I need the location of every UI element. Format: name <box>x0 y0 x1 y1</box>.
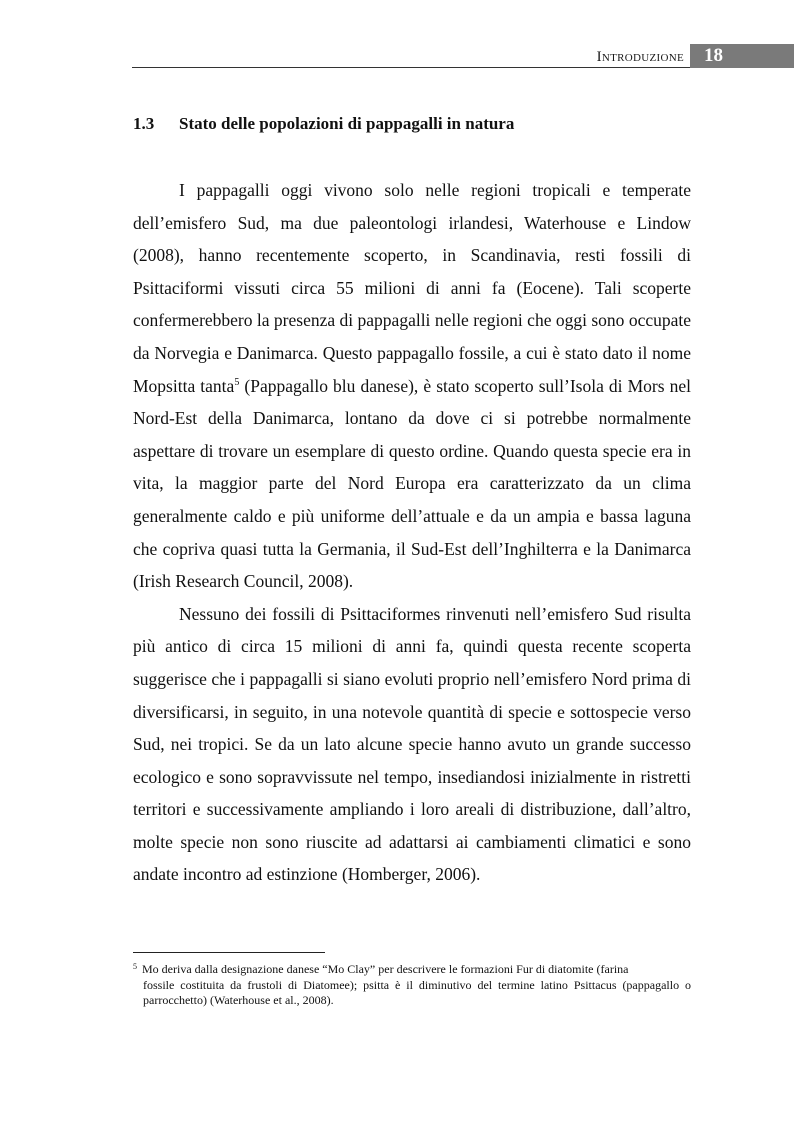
header-chapter-title: Introduzione <box>596 49 684 65</box>
page-number: 18 <box>704 45 723 66</box>
footnote-separator <box>133 952 325 953</box>
footnote-continuation: fossile costituita da frustoli di Diatomee); psitta è il diminutivo del termine latino Psittacus (pappagallo o parrocchetto) (Waterhouse et al., 2008). <box>143 977 691 1007</box>
paragraph-1-text-before-ref: I pappagalli oggi vivono solo nelle regioni tropicali e temperate dell’emisfero Sud, ma due paleontologi irlandesi, Waterhouse e Lindow (2008), hanno recentemente scoperto, in Scandinavia, resti fossili di Psittaciformi vissuti circa 55 milioni di anni fa (Eocene). Tali scoperte confermerebbero la presenza di pappagalli nelle regioni che oggi sono occupate da Norvegia e Danimarca. Questo pappagallo fossile, a cui è stato dato il nome Mopsitta tanta <box>133 180 691 396</box>
body-text <box>133 174 691 891</box>
section-title: Stato delle popolazioni di pappagalli in natura <box>179 114 515 133</box>
footnote-line1-text: Mo deriva dalla designazione danese “Mo Clay” per descrivere le formazioni Fur di diatomite (farina <box>142 962 629 976</box>
paragraph-1 <box>133 174 691 598</box>
paragraph-2: Nessuno dei fossili di Psittaciformes rinvenuti nell’emisfero Sud risulta più antico di circa 15 milioni di anni fa, quindi questa recente scoperta suggerisce che i pappagalli si siano evoluti proprio nell’emisfero Nord prima di diversificarsi, in seguito, in una notevole quantità di specie e sottospecie verso Sud, nei tropici. Se da un lato alcune specie hanno avuto un grande successo ecologico e sono sopravvissute nel tempo, insediandosi inizialmente in ristretti territori e successivamente ampliando i loro areali di distribuzione, dall’altro, molte specie non sono riuscite ad adattarsi ai cambiamenti climatici e sono andate incontro ad estinzione (Homberger, 2006). <box>133 603 691 885</box>
footnote <box>133 962 691 1009</box>
page-number-box <box>690 44 794 68</box>
section-number: 1.3 <box>133 114 155 133</box>
footnote-first-line <box>133 962 691 978</box>
header-rule <box>132 67 690 68</box>
footnote-reference: 5 <box>234 376 240 388</box>
footnote-mark: 5 <box>133 962 137 971</box>
running-header <box>0 44 794 72</box>
paragraph-1-text-after-ref: (Pappagallo blu danese), è stato scoperto sull’Isola di Mors nel Nord-Est della Danimarca, lontano da dove ci si potrebbe normalmente aspettare di trovare un esemplare di questo ordine. Quando questa specie era in vita, la maggior parte del Nord Europa era caratterizzato da un clima generalmente caldo e più uniforme dell’attuale e da un ampia e bassa laguna che copriva quasi tutta la Germania, il Sud-Est dell’Inghilterra e la Danimarca (Irish Research Council, 2008). <box>133 375 692 592</box>
section-heading <box>133 114 514 134</box>
